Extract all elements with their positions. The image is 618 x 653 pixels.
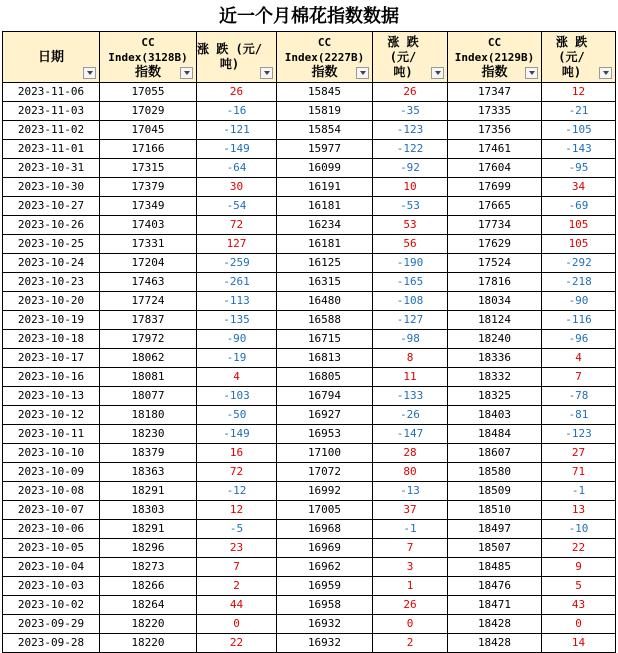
- cell-date[interactable]: 2023-11-01: [3, 140, 100, 159]
- cell-change-2129b[interactable]: -21: [542, 102, 616, 121]
- table-row: [3, 254, 616, 273]
- cell-index-2129b[interactable]: 17335: [448, 102, 542, 121]
- cell-change-2129b[interactable]: -143: [542, 140, 616, 159]
- cell-index-2129b[interactable]: 18332: [448, 368, 542, 387]
- cell-index-2129b[interactable]: 17734: [448, 216, 542, 235]
- cell-index-2129b[interactable]: 18510: [448, 501, 542, 520]
- cell-date[interactable]: 2023-10-16: [3, 368, 100, 387]
- cell-change-2129b[interactable]: -10: [542, 520, 616, 539]
- table-row: [3, 539, 616, 558]
- cell-change-3128b[interactable]: -259: [197, 254, 277, 273]
- table-row: [3, 501, 616, 520]
- cell-index-2129b[interactable]: 18476: [448, 577, 542, 596]
- cell-index-3128b[interactable]: 18291: [100, 482, 197, 501]
- cell-index-2227b[interactable]: 16992: [277, 482, 373, 501]
- cell-change-2129b[interactable]: -95: [542, 159, 616, 178]
- table-row: [3, 634, 616, 653]
- header-change-2227b: [373, 32, 448, 83]
- cell-change-2227b[interactable]: 53: [373, 216, 448, 235]
- cell-index-2129b[interactable]: 17356: [448, 121, 542, 140]
- cell-index-2227b[interactable]: 16969: [277, 539, 373, 558]
- filter-dropdown-icon[interactable]: [431, 67, 444, 79]
- cell-change-3128b[interactable]: -5: [197, 520, 277, 539]
- cell-change-2227b[interactable]: -190: [373, 254, 448, 273]
- filter-dropdown-icon[interactable]: [83, 67, 96, 79]
- cell-index-3128b[interactable]: 18220: [100, 615, 197, 634]
- cell-date[interactable]: 2023-09-28: [3, 634, 100, 653]
- cell-index-2227b[interactable]: 16932: [277, 615, 373, 634]
- cell-change-2227b[interactable]: -147: [373, 425, 448, 444]
- cell-index-3128b[interactable]: 17166: [100, 140, 197, 159]
- table-body: [3, 83, 616, 653]
- table-row: [3, 216, 616, 235]
- cell-change-2227b[interactable]: -35: [373, 102, 448, 121]
- cell-index-2227b[interactable]: 15977: [277, 140, 373, 159]
- cell-change-2227b[interactable]: 80: [373, 463, 448, 482]
- cell-index-3128b[interactable]: 17331: [100, 235, 197, 254]
- header-label: 吨): [393, 64, 413, 79]
- cell-index-2227b[interactable]: 16315: [277, 273, 373, 292]
- table-row: [3, 83, 616, 102]
- table-row: [3, 615, 616, 634]
- cell-index-2129b[interactable]: 18428: [448, 615, 542, 634]
- cell-date[interactable]: 2023-09-29: [3, 615, 100, 634]
- cell-index-2129b[interactable]: 17816: [448, 273, 542, 292]
- filter-dropdown-icon[interactable]: [599, 67, 612, 79]
- cell-index-3128b[interactable]: 18062: [100, 349, 197, 368]
- table-row: [3, 273, 616, 292]
- header-label: CC: [487, 35, 502, 49]
- cell-index-2129b[interactable]: 17665: [448, 197, 542, 216]
- cell-change-3128b[interactable]: 23: [197, 539, 277, 558]
- cell-date[interactable]: 2023-10-18: [3, 330, 100, 349]
- cell-index-3128b[interactable]: 18180: [100, 406, 197, 425]
- cell-index-3128b[interactable]: 17724: [100, 292, 197, 311]
- cell-index-2227b[interactable]: 16813: [277, 349, 373, 368]
- cell-change-2227b[interactable]: 10: [373, 178, 448, 197]
- cell-change-2227b[interactable]: 26: [373, 596, 448, 615]
- cell-date[interactable]: 2023-10-24: [3, 254, 100, 273]
- header-label: Index(2129B): [454, 50, 535, 64]
- cell-index-3128b[interactable]: 18266: [100, 577, 197, 596]
- cell-change-3128b[interactable]: -12: [197, 482, 277, 501]
- cell-index-2129b[interactable]: 18240: [448, 330, 542, 349]
- cell-change-2227b[interactable]: -98: [373, 330, 448, 349]
- cell-change-2227b[interactable]: 2: [373, 634, 448, 653]
- header-row: [3, 32, 616, 83]
- cell-change-2129b[interactable]: -69: [542, 197, 616, 216]
- header-label: CC: [141, 35, 155, 49]
- cell-change-2227b[interactable]: 1: [373, 577, 448, 596]
- table-row: [3, 444, 616, 463]
- cell-date[interactable]: 2023-10-09: [3, 463, 100, 482]
- cell-index-2227b[interactable]: 17005: [277, 501, 373, 520]
- cell-index-2227b[interactable]: 16958: [277, 596, 373, 615]
- cell-index-2129b[interactable]: 18485: [448, 558, 542, 577]
- cell-change-2129b[interactable]: -1: [542, 482, 616, 501]
- cell-change-2129b[interactable]: -292: [542, 254, 616, 273]
- table-row: [3, 520, 616, 539]
- cell-index-3128b[interactable]: 17379: [100, 178, 197, 197]
- cell-change-3128b[interactable]: 2: [197, 577, 277, 596]
- cell-date[interactable]: 2023-10-27: [3, 197, 100, 216]
- cell-change-2227b[interactable]: 56: [373, 235, 448, 254]
- cell-change-2227b[interactable]: 7: [373, 539, 448, 558]
- cell-index-2129b[interactable]: 18607: [448, 444, 542, 463]
- cell-change-2129b[interactable]: 5: [542, 577, 616, 596]
- cell-index-2227b[interactable]: 16480: [277, 292, 373, 311]
- cell-change-3128b[interactable]: -149: [197, 425, 277, 444]
- cell-change-3128b[interactable]: -19: [197, 349, 277, 368]
- cell-index-2227b[interactable]: 16962: [277, 558, 373, 577]
- cell-change-3128b[interactable]: -103: [197, 387, 277, 406]
- cell-change-2129b[interactable]: 71: [542, 463, 616, 482]
- cell-change-2227b[interactable]: 8: [373, 349, 448, 368]
- cell-change-3128b[interactable]: 127: [197, 235, 277, 254]
- cell-index-2227b[interactable]: 17072: [277, 463, 373, 482]
- cell-index-2129b[interactable]: 18484: [448, 425, 542, 444]
- cell-change-2129b[interactable]: 9: [542, 558, 616, 577]
- filter-dropdown-icon[interactable]: [180, 67, 193, 79]
- cell-index-2227b[interactable]: 16234: [277, 216, 373, 235]
- table-row: [3, 425, 616, 444]
- cell-change-2129b[interactable]: 12: [542, 83, 616, 102]
- cell-change-3128b[interactable]: 22: [197, 634, 277, 653]
- cell-change-2227b[interactable]: -26: [373, 406, 448, 425]
- cell-index-2129b[interactable]: 17461: [448, 140, 542, 159]
- cell-date[interactable]: 2023-10-30: [3, 178, 100, 197]
- cell-change-2129b[interactable]: -96: [542, 330, 616, 349]
- cell-date[interactable]: 2023-10-08: [3, 482, 100, 501]
- cell-index-3128b[interactable]: 17315: [100, 159, 197, 178]
- table-row: [3, 197, 616, 216]
- header-change-3128b: [197, 32, 277, 83]
- cell-change-2227b[interactable]: 11: [373, 368, 448, 387]
- cell-change-3128b[interactable]: -121: [197, 121, 277, 140]
- cell-index-2227b[interactable]: 16794: [277, 387, 373, 406]
- cell-change-2129b[interactable]: 27: [542, 444, 616, 463]
- header-index-2129b: [448, 32, 542, 83]
- cell-index-3128b[interactable]: 17029: [100, 102, 197, 121]
- cell-change-2129b[interactable]: -81: [542, 406, 616, 425]
- cell-change-3128b[interactable]: -54: [197, 197, 277, 216]
- header-label: Index(3128B): [108, 50, 188, 64]
- cell-change-2227b[interactable]: -13: [373, 482, 448, 501]
- cell-date[interactable]: 2023-10-31: [3, 159, 100, 178]
- cell-index-2129b[interactable]: 18325: [448, 387, 542, 406]
- cell-index-3128b[interactable]: 17204: [100, 254, 197, 273]
- cell-date[interactable]: 2023-11-06: [3, 83, 100, 102]
- header-date: [3, 32, 100, 83]
- cell-change-2227b[interactable]: -133: [373, 387, 448, 406]
- header-label: 指数: [311, 64, 338, 80]
- table-row: [3, 406, 616, 425]
- table-row: [3, 102, 616, 121]
- cell-change-3128b[interactable]: -90: [197, 330, 277, 349]
- cell-change-2227b[interactable]: 37: [373, 501, 448, 520]
- header-label: 涨 跌 (元/: [387, 34, 419, 64]
- table-row: [3, 463, 616, 482]
- cell-index-3128b[interactable]: 17045: [100, 121, 197, 140]
- cell-change-2227b[interactable]: 28: [373, 444, 448, 463]
- cell-date[interactable]: 2023-10-12: [3, 406, 100, 425]
- header-index-2227b: [277, 32, 373, 83]
- table-row: [3, 387, 616, 406]
- cell-change-2129b[interactable]: -78: [542, 387, 616, 406]
- cell-index-2227b[interactable]: 16932: [277, 634, 373, 653]
- cell-date[interactable]: 2023-10-05: [3, 539, 100, 558]
- cell-index-3128b[interactable]: 17403: [100, 216, 197, 235]
- cell-index-2227b[interactable]: 16715: [277, 330, 373, 349]
- cell-change-3128b[interactable]: 26: [197, 83, 277, 102]
- cell-change-2129b[interactable]: 13: [542, 501, 616, 520]
- table-row: [3, 311, 616, 330]
- cell-index-3128b[interactable]: 18296: [100, 539, 197, 558]
- cell-change-2129b[interactable]: 0: [542, 615, 616, 634]
- cell-change-2129b[interactable]: 22: [542, 539, 616, 558]
- cell-index-2227b[interactable]: 16181: [277, 235, 373, 254]
- cell-index-2227b[interactable]: 16805: [277, 368, 373, 387]
- cell-index-2227b[interactable]: 15819: [277, 102, 373, 121]
- cell-date[interactable]: 2023-10-06: [3, 520, 100, 539]
- cell-index-2129b[interactable]: 18507: [448, 539, 542, 558]
- cell-index-3128b[interactable]: 17837: [100, 311, 197, 330]
- table-row: [3, 140, 616, 159]
- cell-index-2227b[interactable]: 16968: [277, 520, 373, 539]
- table-row: [3, 292, 616, 311]
- cell-change-2227b[interactable]: 3: [373, 558, 448, 577]
- table-row: [3, 178, 616, 197]
- cell-index-3128b[interactable]: 17055: [100, 83, 197, 102]
- cotton-index-table: [2, 31, 616, 653]
- cell-change-2129b[interactable]: 43: [542, 596, 616, 615]
- cell-change-2129b[interactable]: 105: [542, 216, 616, 235]
- cell-index-2227b[interactable]: 16953: [277, 425, 373, 444]
- cell-change-2129b[interactable]: 105: [542, 235, 616, 254]
- header-label: 指数: [481, 64, 508, 80]
- cell-date[interactable]: 2023-10-03: [3, 577, 100, 596]
- table-row: [3, 558, 616, 577]
- cell-change-2227b[interactable]: -53: [373, 197, 448, 216]
- cell-index-3128b[interactable]: 18273: [100, 558, 197, 577]
- cell-index-3128b[interactable]: 18081: [100, 368, 197, 387]
- header-index-3128b: [100, 32, 197, 83]
- cell-index-2129b[interactable]: 17604: [448, 159, 542, 178]
- cell-change-3128b[interactable]: -113: [197, 292, 277, 311]
- table-row: [3, 121, 616, 140]
- cell-date[interactable]: 2023-10-04: [3, 558, 100, 577]
- cell-change-2129b[interactable]: -105: [542, 121, 616, 140]
- cell-change-2227b[interactable]: -92: [373, 159, 448, 178]
- cell-index-3128b[interactable]: 18220: [100, 634, 197, 653]
- cell-index-3128b[interactable]: 17349: [100, 197, 197, 216]
- cell-change-3128b[interactable]: 7: [197, 558, 277, 577]
- cell-change-2129b[interactable]: 34: [542, 178, 616, 197]
- cell-date[interactable]: 2023-10-25: [3, 235, 100, 254]
- header-change-2129b: [542, 32, 616, 83]
- cell-index-3128b[interactable]: 17463: [100, 273, 197, 292]
- cell-index-3128b[interactable]: 18230: [100, 425, 197, 444]
- cell-change-2129b[interactable]: -90: [542, 292, 616, 311]
- cell-change-3128b[interactable]: 72: [197, 216, 277, 235]
- cell-index-2129b[interactable]: 18403: [448, 406, 542, 425]
- cell-change-3128b[interactable]: 72: [197, 463, 277, 482]
- sheet-title: 近一个月棉花指数数据: [219, 6, 399, 27]
- cell-change-2227b[interactable]: -1: [373, 520, 448, 539]
- cell-index-2227b[interactable]: 16191: [277, 178, 373, 197]
- cell-date[interactable]: 2023-11-03: [3, 102, 100, 121]
- header-label: 涨 跌 (元/: [555, 34, 588, 64]
- header-label: CC: [317, 35, 332, 49]
- cell-index-2129b[interactable]: 17629: [448, 235, 542, 254]
- cell-index-3128b[interactable]: 18077: [100, 387, 197, 406]
- filter-dropdown-icon[interactable]: [260, 67, 273, 79]
- cell-date[interactable]: 2023-10-17: [3, 349, 100, 368]
- cell-change-2129b[interactable]: -218: [542, 273, 616, 292]
- table-row: [3, 577, 616, 596]
- cell-change-3128b[interactable]: -16: [197, 102, 277, 121]
- cell-date[interactable]: 2023-10-20: [3, 292, 100, 311]
- cell-index-2227b[interactable]: 16927: [277, 406, 373, 425]
- cell-date[interactable]: 2023-10-23: [3, 273, 100, 292]
- header-label: 指数: [134, 64, 161, 80]
- cell-change-3128b[interactable]: 44: [197, 596, 277, 615]
- cell-index-2129b[interactable]: 18428: [448, 634, 542, 653]
- cell-change-3128b[interactable]: -261: [197, 273, 277, 292]
- cell-change-3128b[interactable]: -50: [197, 406, 277, 425]
- table-row: [3, 368, 616, 387]
- cell-index-2129b[interactable]: 18471: [448, 596, 542, 615]
- cell-date[interactable]: 2023-10-11: [3, 425, 100, 444]
- cell-index-3128b[interactable]: 18303: [100, 501, 197, 520]
- cell-date[interactable]: 2023-10-26: [3, 216, 100, 235]
- cell-change-2129b[interactable]: 14: [542, 634, 616, 653]
- cell-index-2129b[interactable]: 17524: [448, 254, 542, 273]
- cell-change-2129b[interactable]: 4: [542, 349, 616, 368]
- cell-change-2227b[interactable]: -108: [373, 292, 448, 311]
- cell-change-3128b[interactable]: -64: [197, 159, 277, 178]
- cell-change-2227b[interactable]: -122: [373, 140, 448, 159]
- cell-change-2129b[interactable]: -116: [542, 311, 616, 330]
- cell-date[interactable]: 2023-10-10: [3, 444, 100, 463]
- table-row: [3, 159, 616, 178]
- cell-index-3128b[interactable]: 18363: [100, 463, 197, 482]
- cell-change-3128b[interactable]: 4: [197, 368, 277, 387]
- table-row: [3, 235, 616, 254]
- cell-change-2227b[interactable]: 26: [373, 83, 448, 102]
- cell-index-2227b[interactable]: 16588: [277, 311, 373, 330]
- table-row: [3, 349, 616, 368]
- table-row: [3, 482, 616, 501]
- cell-index-2227b[interactable]: 16181: [277, 197, 373, 216]
- header-date-label: 日期: [37, 49, 64, 65]
- cell-index-2129b[interactable]: 18580: [448, 463, 542, 482]
- cell-index-2129b[interactable]: 18034: [448, 292, 542, 311]
- table-row: [3, 596, 616, 615]
- header-label: Index(2227B): [284, 50, 365, 64]
- cell-change-2129b[interactable]: 7: [542, 368, 616, 387]
- cell-change-3128b[interactable]: -149: [197, 140, 277, 159]
- cell-index-2129b[interactable]: 18124: [448, 311, 542, 330]
- cell-change-2227b[interactable]: 0: [373, 615, 448, 634]
- filter-dropdown-icon[interactable]: [356, 67, 369, 79]
- header-label: 吨): [219, 57, 240, 71]
- cell-index-2129b[interactable]: 18336: [448, 349, 542, 368]
- cell-change-3128b[interactable]: -135: [197, 311, 277, 330]
- cell-index-2129b[interactable]: 18509: [448, 482, 542, 501]
- cell-change-3128b[interactable]: 30: [197, 178, 277, 197]
- cell-index-2129b[interactable]: 18497: [448, 520, 542, 539]
- cell-change-2227b[interactable]: -127: [373, 311, 448, 330]
- cell-change-2227b[interactable]: -123: [373, 121, 448, 140]
- cell-index-2129b[interactable]: 17347: [448, 83, 542, 102]
- cell-change-3128b[interactable]: 16: [197, 444, 277, 463]
- cell-index-3128b[interactable]: 18264: [100, 596, 197, 615]
- cell-index-3128b[interactable]: 18291: [100, 520, 197, 539]
- cell-date[interactable]: 2023-11-02: [3, 121, 100, 140]
- cell-date[interactable]: 2023-10-13: [3, 387, 100, 406]
- cell-index-2227b[interactable]: 16959: [277, 577, 373, 596]
- cell-index-2227b[interactable]: 17100: [277, 444, 373, 463]
- header-label: 吨): [561, 64, 582, 79]
- cell-index-2227b[interactable]: 15854: [277, 121, 373, 140]
- cell-index-2227b[interactable]: 15845: [277, 83, 373, 102]
- cell-date[interactable]: 2023-10-02: [3, 596, 100, 615]
- header-label: 涨 跌 (元/: [197, 42, 262, 56]
- cell-index-2227b[interactable]: 16099: [277, 159, 373, 178]
- cell-index-3128b[interactable]: 18379: [100, 444, 197, 463]
- cell-index-2129b[interactable]: 17699: [448, 178, 542, 197]
- cell-change-3128b[interactable]: 0: [197, 615, 277, 634]
- cell-change-3128b[interactable]: 12: [197, 501, 277, 520]
- cell-change-2129b[interactable]: -123: [542, 425, 616, 444]
- cell-change-2227b[interactable]: -165: [373, 273, 448, 292]
- cell-date[interactable]: 2023-10-07: [3, 501, 100, 520]
- table-row: [3, 330, 616, 349]
- cell-index-3128b[interactable]: 17972: [100, 330, 197, 349]
- cell-date[interactable]: 2023-10-19: [3, 311, 100, 330]
- cell-index-2227b[interactable]: 16125: [277, 254, 373, 273]
- filter-dropdown-icon[interactable]: [525, 67, 538, 79]
